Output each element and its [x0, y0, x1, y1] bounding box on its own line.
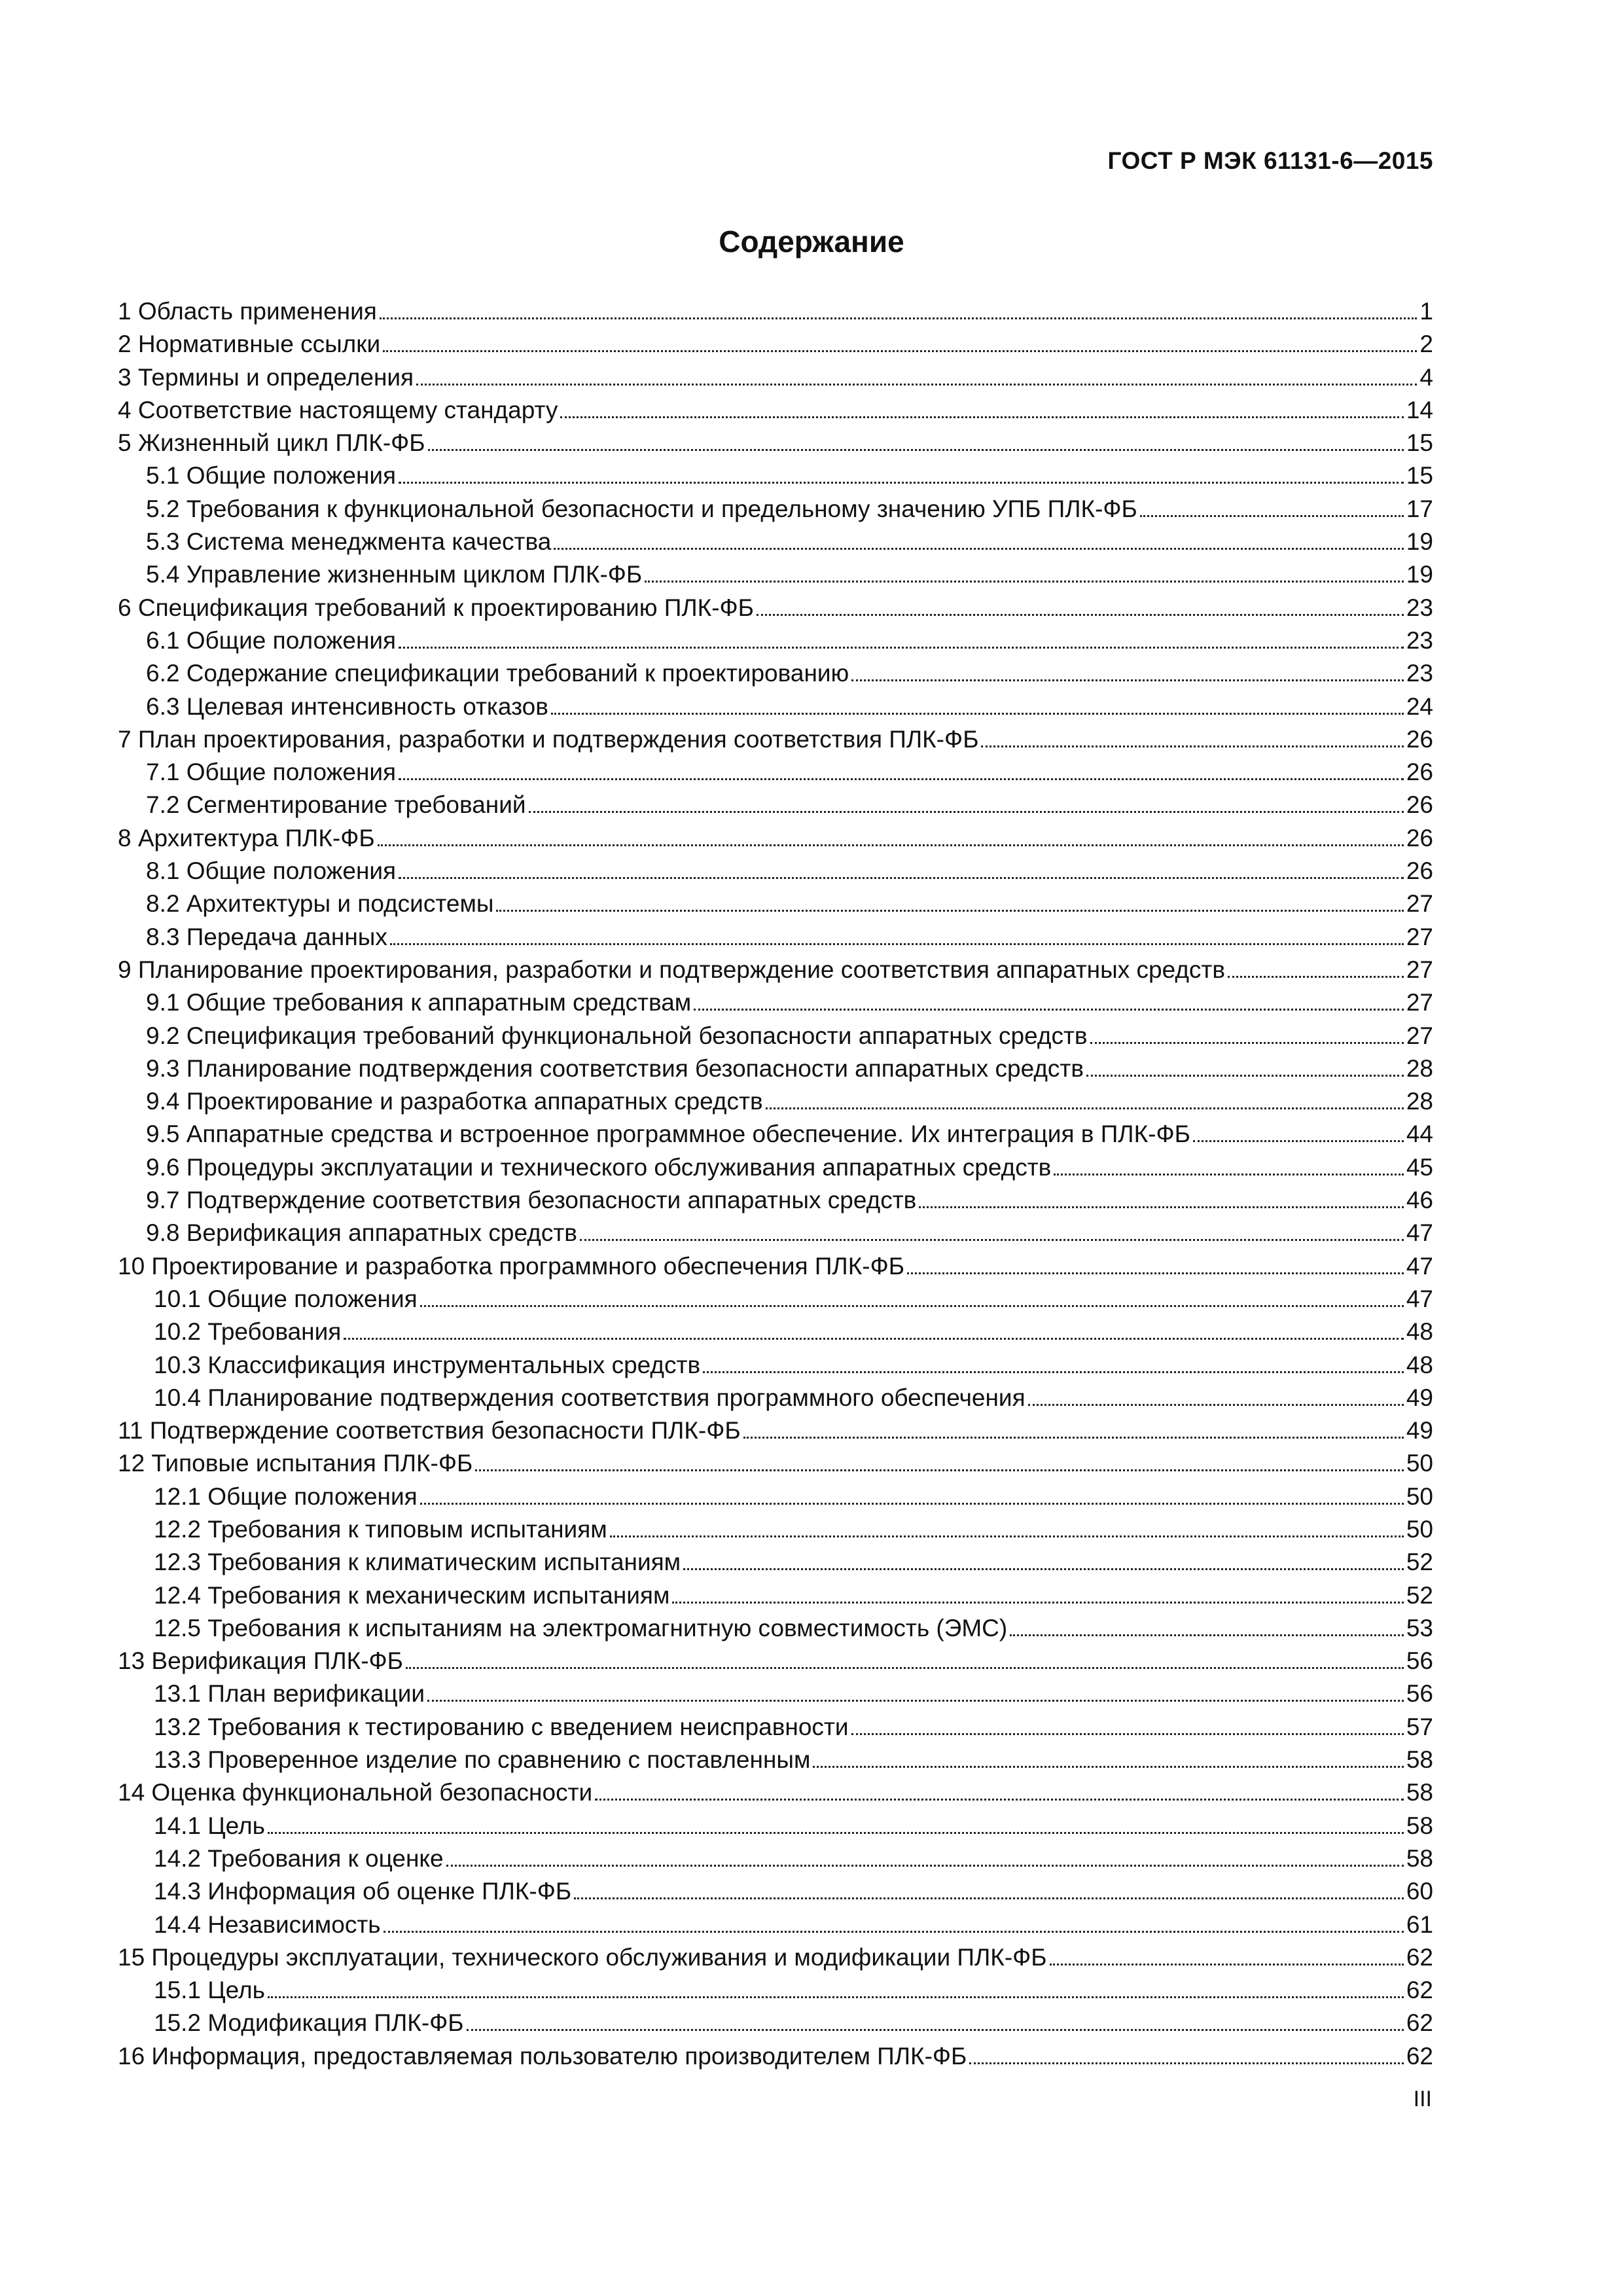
toc-entry-label: 14.4 Независимость	[154, 1910, 381, 1938]
dot-leader	[406, 1649, 1404, 1669]
toc-entry-page: 52	[1406, 1549, 1433, 1576]
toc-entry-page: 62	[1406, 1977, 1433, 2004]
dot-leader	[268, 1814, 1404, 1834]
toc-entry[interactable]	[118, 921, 1433, 954]
toc-entry-label: 5 Жизненный цикл ПЛК-ФБ	[118, 429, 425, 457]
dot-leader	[969, 2044, 1404, 2064]
toc-entry-page: 23	[1406, 660, 1433, 687]
dot-leader	[399, 463, 1404, 484]
toc-entry-page: 48	[1406, 1351, 1433, 1378]
toc-entry[interactable]	[118, 855, 1433, 888]
toc-entry-page: 26	[1406, 725, 1433, 753]
page-title: Содержание	[719, 224, 904, 259]
toc-entry-label: 10 Проектирование и разработка программного обеспечения ПЛК-ФБ	[118, 1252, 904, 1280]
toc-entry-page: 58	[1406, 1779, 1433, 1806]
toc-entry-label: 2 Нормативные ссылки	[118, 331, 381, 358]
toc-entry[interactable]	[118, 1776, 1433, 1809]
toc-entry[interactable]	[118, 1217, 1433, 1249]
toc-entry-page: 47	[1406, 1285, 1433, 1312]
toc-entry-page: 58	[1406, 1746, 1433, 1774]
toc-entry-page: 61	[1406, 1910, 1433, 1938]
toc-entry-label: 9.7 Подтверждение соответствия безопасности аппаратных средств	[146, 1187, 917, 1214]
toc-entry-page: 14	[1406, 396, 1433, 423]
toc-entry[interactable]	[118, 1118, 1433, 1151]
toc-entry[interactable]	[118, 1645, 1433, 1677]
toc-entry[interactable]	[118, 2040, 1433, 2073]
toc-entry-label: 9.4 Проектирование и разработка аппаратных средств	[146, 1088, 763, 1115]
toc-entry[interactable]	[118, 1711, 1433, 1744]
toc-entry-page: 50	[1406, 1515, 1433, 1543]
toc-entry-page: 28	[1406, 1088, 1433, 1115]
toc-entry-label: 15.2 Модификация ПЛК-ФБ	[154, 2009, 464, 2037]
toc-entry[interactable]	[118, 1349, 1433, 1382]
toc-entry-page: 62	[1406, 1943, 1433, 1971]
toc-entry-page: 56	[1406, 1680, 1433, 1708]
toc-entry[interactable]	[118, 1974, 1433, 2007]
toc-entry-label: 5.2 Требования к функциональной безопасности и предельному значению УПБ ПЛК-ФБ	[146, 495, 1137, 522]
dot-leader	[907, 1254, 1404, 1274]
toc-entry-label: 12 Типовые испытания ПЛК-ФБ	[118, 1450, 473, 1477]
toc-entry[interactable]	[118, 1283, 1433, 1316]
dot-leader	[683, 1550, 1404, 1570]
toc-entry-page: 46	[1406, 1187, 1433, 1214]
toc-entry-label: 8.1 Общие положения	[146, 857, 397, 885]
dot-leader	[813, 1748, 1403, 1768]
toc-entry[interactable]	[118, 295, 1433, 328]
dot-leader	[645, 562, 1404, 583]
toc-entry-label: 7 План проектирования, разработки и подтверждения соответствия ПЛК-ФБ	[118, 725, 979, 753]
toc-entry-page: 58	[1406, 1844, 1433, 1872]
dot-leader	[1028, 1386, 1404, 1406]
dot-leader	[383, 1912, 1404, 1933]
dot-leader	[981, 727, 1403, 747]
dot-leader	[703, 1353, 1404, 1373]
dot-leader	[1193, 1122, 1404, 1142]
dot-leader	[551, 694, 1404, 715]
toc-entry[interactable]	[118, 657, 1433, 690]
toc-entry[interactable]	[118, 1941, 1433, 1974]
toc-entry[interactable]	[118, 888, 1433, 920]
toc-entry-page: 47	[1406, 1252, 1433, 1280]
toc-entry-label: 12.1 Общие положения	[154, 1482, 418, 1510]
toc-entry-page: 60	[1406, 1878, 1433, 1905]
dot-leader	[399, 628, 1404, 649]
toc-entry-page: 1	[1419, 298, 1433, 325]
toc-entry-label: 12.3 Требования к климатическим испытаниям	[154, 1549, 681, 1576]
toc-entry-page: 24	[1406, 692, 1433, 720]
toc-entry-label: 10.4 Планирование подтверждения соответствия программного обеспечения	[154, 1384, 1026, 1411]
toc-entry-label: 14.1 Цель	[154, 1812, 265, 1839]
toc-entry-label: 1 Область применения	[118, 298, 377, 325]
toc-entry-label: 15.1 Цель	[154, 1977, 265, 2004]
dot-leader	[378, 826, 1404, 846]
dot-leader	[851, 1715, 1404, 1735]
toc-entry-page: 53	[1406, 1614, 1433, 1641]
toc-entry[interactable]	[118, 756, 1433, 789]
toc-entry[interactable]	[118, 1744, 1433, 1776]
toc-entry[interactable]	[118, 1480, 1433, 1513]
toc-entry[interactable]	[118, 526, 1433, 558]
table-of-contents	[118, 295, 1433, 2073]
toc-entry-page: 26	[1406, 857, 1433, 885]
toc-entry[interactable]	[118, 1875, 1433, 1908]
toc-entry-page: 50	[1406, 1482, 1433, 1510]
toc-entry-label: 7.1 Общие положения	[146, 759, 397, 786]
toc-entry-label: 15 Процедуры эксплуатации, технического обслуживания и модификации ПЛК-ФБ	[118, 1943, 1047, 1971]
page-number: III	[1413, 2087, 1432, 2111]
toc-entry-page: 27	[1406, 956, 1433, 983]
toc-entry[interactable]	[118, 1250, 1433, 1283]
toc-entry[interactable]	[118, 459, 1433, 492]
dot-leader	[420, 1484, 1404, 1505]
dot-leader	[380, 299, 1418, 319]
toc-entry-label: 3 Термины и определения	[118, 363, 414, 391]
toc-entry-label: 8.2 Архитектуры и подсистемы	[146, 890, 494, 918]
dot-leader	[610, 1517, 1404, 1537]
toc-entry-page: 28	[1406, 1054, 1433, 1082]
toc-entry[interactable]	[118, 624, 1433, 657]
toc-entry-label: 5.4 Управление жизненным циклом ПЛК-ФБ	[146, 561, 643, 588]
dot-leader	[1054, 1155, 1404, 1175]
toc-entry-label: 13 Верификация ПЛК-ФБ	[118, 1647, 403, 1675]
dot-leader	[672, 1583, 1403, 1604]
toc-entry-label: 6.3 Целевая интенсивность отказов	[146, 692, 548, 720]
toc-entry[interactable]	[118, 394, 1433, 427]
toc-entry-page: 23	[1406, 626, 1433, 654]
toc-entry-page: 26	[1406, 791, 1433, 819]
dot-leader	[743, 1418, 1404, 1439]
dot-leader	[529, 793, 1404, 813]
dot-leader	[1140, 497, 1404, 517]
toc-entry-label: 7.2 Сегментирование требований	[146, 791, 526, 819]
toc-entry-label: 9.3 Планирование подтверждения соответствия безопасности аппаратных средств	[146, 1054, 1084, 1082]
toc-entry-page: 2	[1419, 331, 1433, 358]
dot-leader	[694, 990, 1404, 1011]
toc-entry-page: 47	[1406, 1219, 1433, 1247]
toc-entry[interactable]	[118, 558, 1433, 591]
toc-entry-page: 4	[1419, 363, 1433, 391]
toc-entry-label: 10.2 Требования	[154, 1318, 342, 1346]
dot-leader	[757, 596, 1404, 616]
toc-entry-page: 19	[1406, 528, 1433, 556]
toc-entry-label: 9.6 Процедуры эксплуатации и технического обслуживания аппаратных средств	[146, 1153, 1052, 1181]
toc-entry[interactable]	[118, 592, 1433, 624]
toc-entry[interactable]	[118, 1085, 1433, 1118]
dot-leader	[766, 1089, 1404, 1109]
standard-code: ГОСТ Р МЭК 61131-6—2015	[1107, 147, 1433, 174]
toc-entry-page: 48	[1406, 1318, 1433, 1346]
toc-entry-label: 10.3 Классификация инструментальных средств	[154, 1351, 701, 1378]
toc-entry-label: 11 Подтверждение соответствия безопасности ПЛК-ФБ	[118, 1417, 741, 1444]
dot-leader	[383, 332, 1417, 352]
toc-entry-label: 6.1 Общие положения	[146, 626, 397, 654]
toc-entry-page: 17	[1406, 495, 1433, 522]
dot-leader	[467, 2011, 1404, 2031]
toc-entry[interactable]	[118, 789, 1433, 821]
toc-entry[interactable]	[118, 1020, 1433, 1052]
toc-entry[interactable]	[118, 954, 1433, 986]
toc-entry[interactable]	[118, 1052, 1433, 1085]
toc-entry[interactable]	[118, 493, 1433, 526]
toc-entry[interactable]	[118, 1414, 1433, 1447]
dot-leader	[446, 1846, 1404, 1867]
toc-entry[interactable]	[118, 2007, 1433, 2039]
toc-entry[interactable]	[118, 1579, 1433, 1612]
toc-entry[interactable]	[118, 1513, 1433, 1546]
toc-entry-label: 5.1 Общие положения	[146, 462, 397, 490]
dot-leader	[1228, 958, 1404, 978]
toc-entry-label: 4 Соответствие настоящему стандарту	[118, 396, 558, 423]
toc-entry-label: 8.3 Передача данных	[146, 923, 387, 950]
toc-entry-label: 6.2 Содержание спецификации требований к проектированию	[146, 660, 849, 687]
toc-entry-label: 6 Спецификация требований к проектированию ПЛК-ФБ	[118, 594, 754, 621]
toc-entry-page: 56	[1406, 1647, 1433, 1675]
toc-entry[interactable]	[118, 1447, 1433, 1480]
toc-entry-page: 27	[1406, 1022, 1433, 1049]
toc-entry-label: 9 Планирование проектирования, разработки и подтверждение соответствия аппаратных средств	[118, 956, 1226, 983]
toc-entry[interactable]	[118, 986, 1433, 1019]
dot-leader	[554, 529, 1404, 550]
toc-entry[interactable]	[118, 1382, 1433, 1414]
toc-entry-label: 10.1 Общие положения	[154, 1285, 418, 1312]
toc-entry-page: 27	[1406, 890, 1433, 918]
toc-entry-page: 27	[1406, 989, 1433, 1016]
toc-entry-label: 13.1 План верификации	[154, 1680, 425, 1708]
toc-entry-page: 26	[1406, 759, 1433, 786]
toc-entry[interactable]	[118, 1612, 1433, 1645]
toc-entry-page: 15	[1406, 462, 1433, 490]
toc-entry-page: 49	[1406, 1417, 1433, 1444]
dot-leader	[851, 661, 1404, 681]
dot-leader	[390, 925, 1404, 945]
dot-leader	[496, 891, 1403, 912]
dot-leader	[574, 1879, 1404, 1899]
toc-entry-page: 26	[1406, 824, 1433, 852]
dot-leader	[420, 1287, 1404, 1307]
toc-entry[interactable]	[118, 1810, 1433, 1842]
toc-entry-page: 49	[1406, 1384, 1433, 1411]
toc-entry-page: 50	[1406, 1450, 1433, 1477]
dot-leader	[1090, 1024, 1404, 1044]
toc-entry[interactable]	[118, 1316, 1433, 1348]
dot-leader	[399, 859, 1404, 879]
dot-leader	[268, 1978, 1404, 1998]
toc-entry-label: 8 Архитектура ПЛК-ФБ	[118, 824, 375, 852]
toc-entry-label: 13.3 Проверенное изделие по сравнению с поставленным	[154, 1746, 811, 1774]
toc-entry-label: 14.3 Информация об оценке ПЛК-ФБ	[154, 1878, 572, 1905]
toc-entry[interactable]	[118, 1842, 1433, 1875]
toc-entry-label: 14.2 Требования к оценке	[154, 1844, 444, 1872]
toc-entry-label: 9.8 Верификация аппаратных средств	[146, 1219, 577, 1247]
toc-entry-label: 9.1 Общие требования к аппаратным средствам	[146, 989, 692, 1016]
toc-entry[interactable]	[118, 723, 1433, 756]
toc-entry-page: 19	[1406, 561, 1433, 588]
toc-entry[interactable]	[118, 1151, 1433, 1184]
dot-leader	[344, 1319, 1404, 1340]
toc-entry-page: 62	[1406, 2042, 1433, 2070]
dot-leader	[919, 1188, 1404, 1208]
dot-leader	[1086, 1056, 1404, 1077]
toc-entry[interactable]	[118, 822, 1433, 855]
toc-entry-label: 12.4 Требования к механическим испытаниям	[154, 1581, 670, 1609]
toc-entry-page: 62	[1406, 2009, 1433, 2037]
toc-entry-label: 12.5 Требования к испытаниям на электромагнитную совместимость (ЭМС)	[154, 1614, 1008, 1641]
toc-entry-page: 52	[1406, 1581, 1433, 1609]
toc-entry-page: 45	[1406, 1153, 1433, 1181]
toc-entry-label: 13.2 Требования к тестированию с введением неисправности	[154, 1713, 849, 1740]
dot-leader	[580, 1221, 1404, 1241]
toc-entry-label: 5.3 Система менеджмента качества	[146, 528, 552, 556]
dot-leader	[427, 1681, 1404, 1702]
dot-leader	[595, 1780, 1404, 1801]
dot-leader	[428, 431, 1404, 451]
dot-leader	[416, 365, 1417, 386]
toc-entry[interactable]	[118, 1546, 1433, 1579]
toc-entry-page: 15	[1406, 429, 1433, 457]
toc-entry-label: 9.2 Спецификация требований функциональной безопасности аппаратных средств	[146, 1022, 1088, 1049]
toc-entry[interactable]	[118, 1677, 1433, 1710]
toc-entry-label: 9.5 Аппаратные средства и встроенное программное обеспечение. Их интеграция в ПЛК-ФБ	[146, 1121, 1190, 1148]
toc-entry-page: 23	[1406, 594, 1433, 621]
dot-leader	[1050, 1945, 1404, 1965]
toc-entry-page: 44	[1406, 1121, 1433, 1148]
toc-entry[interactable]	[118, 1184, 1433, 1217]
toc-entry-page: 27	[1406, 923, 1433, 950]
toc-entry[interactable]	[118, 328, 1433, 361]
toc-entry[interactable]	[118, 1909, 1433, 1941]
dot-leader	[1010, 1616, 1404, 1636]
toc-entry-page: 57	[1406, 1713, 1433, 1740]
toc-entry[interactable]	[118, 427, 1433, 459]
toc-entry-label: 14 Оценка функциональной безопасности	[118, 1779, 593, 1806]
dot-leader	[560, 398, 1404, 418]
toc-entry[interactable]	[118, 361, 1433, 394]
toc-entry-label: 16 Информация, предоставляемая пользователю производителем ПЛК-ФБ	[118, 2042, 967, 2070]
toc-entry-label: 12.2 Требования к типовым испытаниям	[154, 1515, 607, 1543]
toc-entry[interactable]	[118, 691, 1433, 723]
toc-entry-page: 58	[1406, 1812, 1433, 1839]
dot-leader	[399, 760, 1404, 780]
dot-leader	[475, 1451, 1404, 1471]
